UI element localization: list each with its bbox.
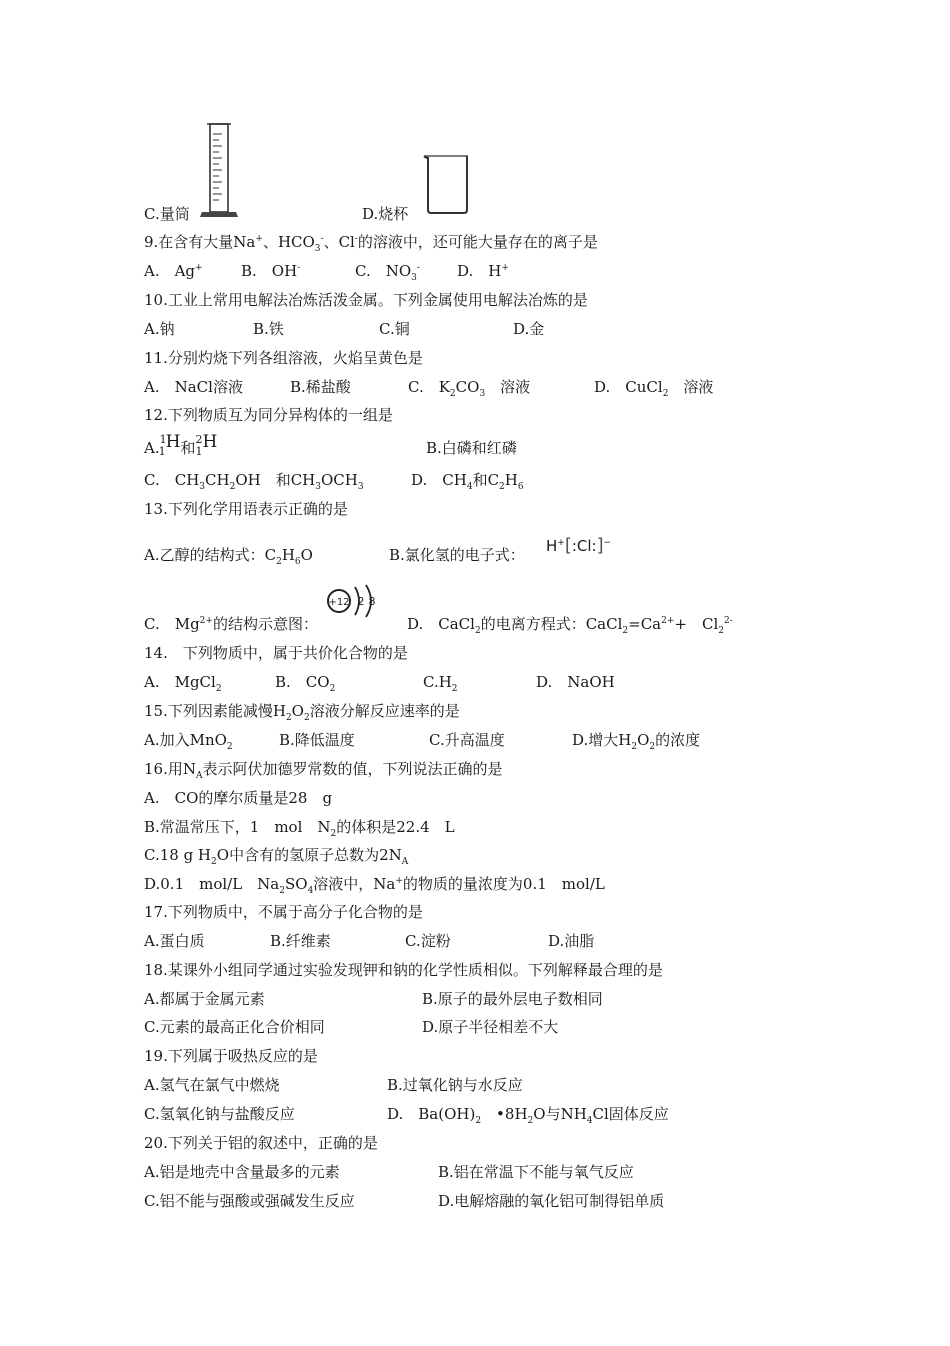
option-d: D. CuCl$_2$ 溶液 [594, 378, 714, 399]
nucleus-charge: +12 [328, 597, 350, 608]
q12-stem: 12.下列物质互为同分异构体的一组是 [144, 406, 393, 424]
graduated-cylinder-icon [200, 120, 240, 220]
q13-stem: 13.下列化学用语表示正确的是 [144, 500, 348, 518]
option-b: B.白磷和红磷 [426, 439, 517, 457]
option-d: D.金 [513, 320, 545, 338]
option-c: C.铜 [379, 320, 410, 338]
q17-stem: 17.下列物质中，不属于高分子化合物的是 [144, 903, 423, 921]
option-d: D.油脂 [548, 932, 595, 950]
option-a: A.氢气在氯气中燃烧 [144, 1076, 280, 1094]
option-b: B. $CO_2$ [275, 673, 336, 694]
option-a: A.蛋白质 [144, 932, 205, 950]
q16-stem: 16.用$N_A$表示阿伏加德罗常数的值，下列说法正确的是 [144, 760, 503, 781]
option-a: A.都属于金属元素 [144, 990, 265, 1008]
hcl-electron-formula: H+[:Cl:]− [546, 535, 612, 556]
option-c: C.升高温度 [429, 731, 505, 749]
option-b: B.稀盐酸 [290, 378, 351, 396]
option-c: C.氢氧化钠与盐酸反应 [144, 1105, 295, 1123]
option-d: D.原子半径相差不大 [422, 1018, 559, 1036]
shell-1-count: 2 [357, 595, 365, 608]
mg-ion-structure-diagram [324, 582, 384, 618]
option-a: A.乙醇的结构式：$C_2H_6O$ [144, 546, 313, 567]
q20-stem: 20.下列关于铝的叙述中，正确的是 [144, 1134, 378, 1152]
option-c: C.铝不能与强酸或强碱发生反应 [144, 1192, 355, 1210]
option-c: C.元素的最高正化合价相同 [144, 1018, 325, 1036]
option-a: A.钠 [144, 320, 175, 338]
q10-stem: 10.工业上常用电解法冶炼活泼金属。下列金属使用电解法冶炼的是 [144, 291, 588, 309]
option-b: B.铁 [253, 320, 284, 338]
option-b: B.氯化氢的电子式： [389, 546, 525, 564]
option-c: $C.H_2$ [423, 673, 458, 694]
option-d: D. NaOH [536, 673, 615, 691]
option-c: C. $K_2CO_3$ 溶液 [408, 378, 531, 399]
q9-stem: 9.在含有大量Na+、$HCO_3^-$、Cl-的溶液中，还可能大量存在的离子是 [144, 233, 598, 254]
option-d: D. $Ba(OH)_2$ $•8H_2O$与$NH_4Cl$固体反应 [387, 1105, 669, 1126]
option-d: D. H+ [457, 262, 509, 280]
shell-2-count: 8 [368, 595, 376, 608]
option-d: D.增大$H_2O_2$的浓度 [572, 731, 701, 752]
option-b: B.原子的最外层电子数相同 [422, 990, 603, 1008]
q19-stem: 19.下列属于吸热反应的是 [144, 1047, 318, 1065]
option-b: B. OH- [241, 262, 301, 280]
option-a: A.铝是地壳中含量最多的元素 [144, 1163, 340, 1181]
q18-stem: 18.某课外小组同学通过实验发现钾和钠的化学性质相似。下列解释最合理的是 [144, 961, 663, 979]
q14-stem: 14. 下列物质中，属于共价化合物的是 [144, 644, 408, 662]
option-a: A. Ag+ [144, 262, 203, 280]
q15-stem: 15.下列因素能减慢$H_2O_2$溶液分解反应速率的是 [144, 702, 460, 723]
option-d: D.烧杯 [362, 205, 409, 223]
option-a: A. MgCl$_2$ [144, 673, 222, 694]
option-b: B.降低温度 [279, 731, 355, 749]
beaker-icon [420, 152, 472, 216]
q11-stem: 11.分别灼烧下列各组溶液，火焰呈黄色是 [144, 349, 423, 367]
option-d: D. CaCl$_2$的电离方程式：$CaCl_2=Ca^{2+}+$ $Cl_2^{2-}$ [407, 615, 733, 636]
q16-option-d: D.0.1 mol/L $Na_2SO_4$溶液中，Na+的物质的量浓度为0.1 mol/L [144, 875, 605, 896]
q16-option-a: A. CO的摩尔质量是28 g [144, 789, 333, 807]
option-c: C.量筒 [144, 205, 190, 223]
option-b: B.铝在常温下不能与氧气反应 [438, 1163, 634, 1181]
option-b: B.过氧化钠与水反应 [387, 1076, 523, 1094]
option-c: C. $Mg^{2+}$的结构示意图： [144, 615, 318, 633]
q16-option-c: C.18 g $H_2O$中含有的氢原子总数为$2N_A$ [144, 846, 409, 867]
q16-option-b: B.常温常压下，1 mol $N_2$的体积是22.4 L [144, 818, 455, 839]
option-d: D. $CH_4$和$C_2H_6$ [411, 471, 524, 492]
option-c: C.淀粉 [405, 932, 451, 950]
option-a: A.$^1$1H和$^2$1H [144, 432, 218, 458]
option-d: D.电解熔融的氧化铝可制得铝单质 [438, 1192, 665, 1210]
option-a: A. NaCl溶液 [144, 378, 243, 396]
option-c: C. $CH_3CH_2OH$ 和$CH_3OCH_3$ [144, 471, 364, 492]
option-c: C. $NO_3^-$ [355, 262, 420, 283]
option-a: A.加入MnO$_2$ [144, 731, 233, 752]
option-b: B.纤维素 [270, 932, 331, 950]
